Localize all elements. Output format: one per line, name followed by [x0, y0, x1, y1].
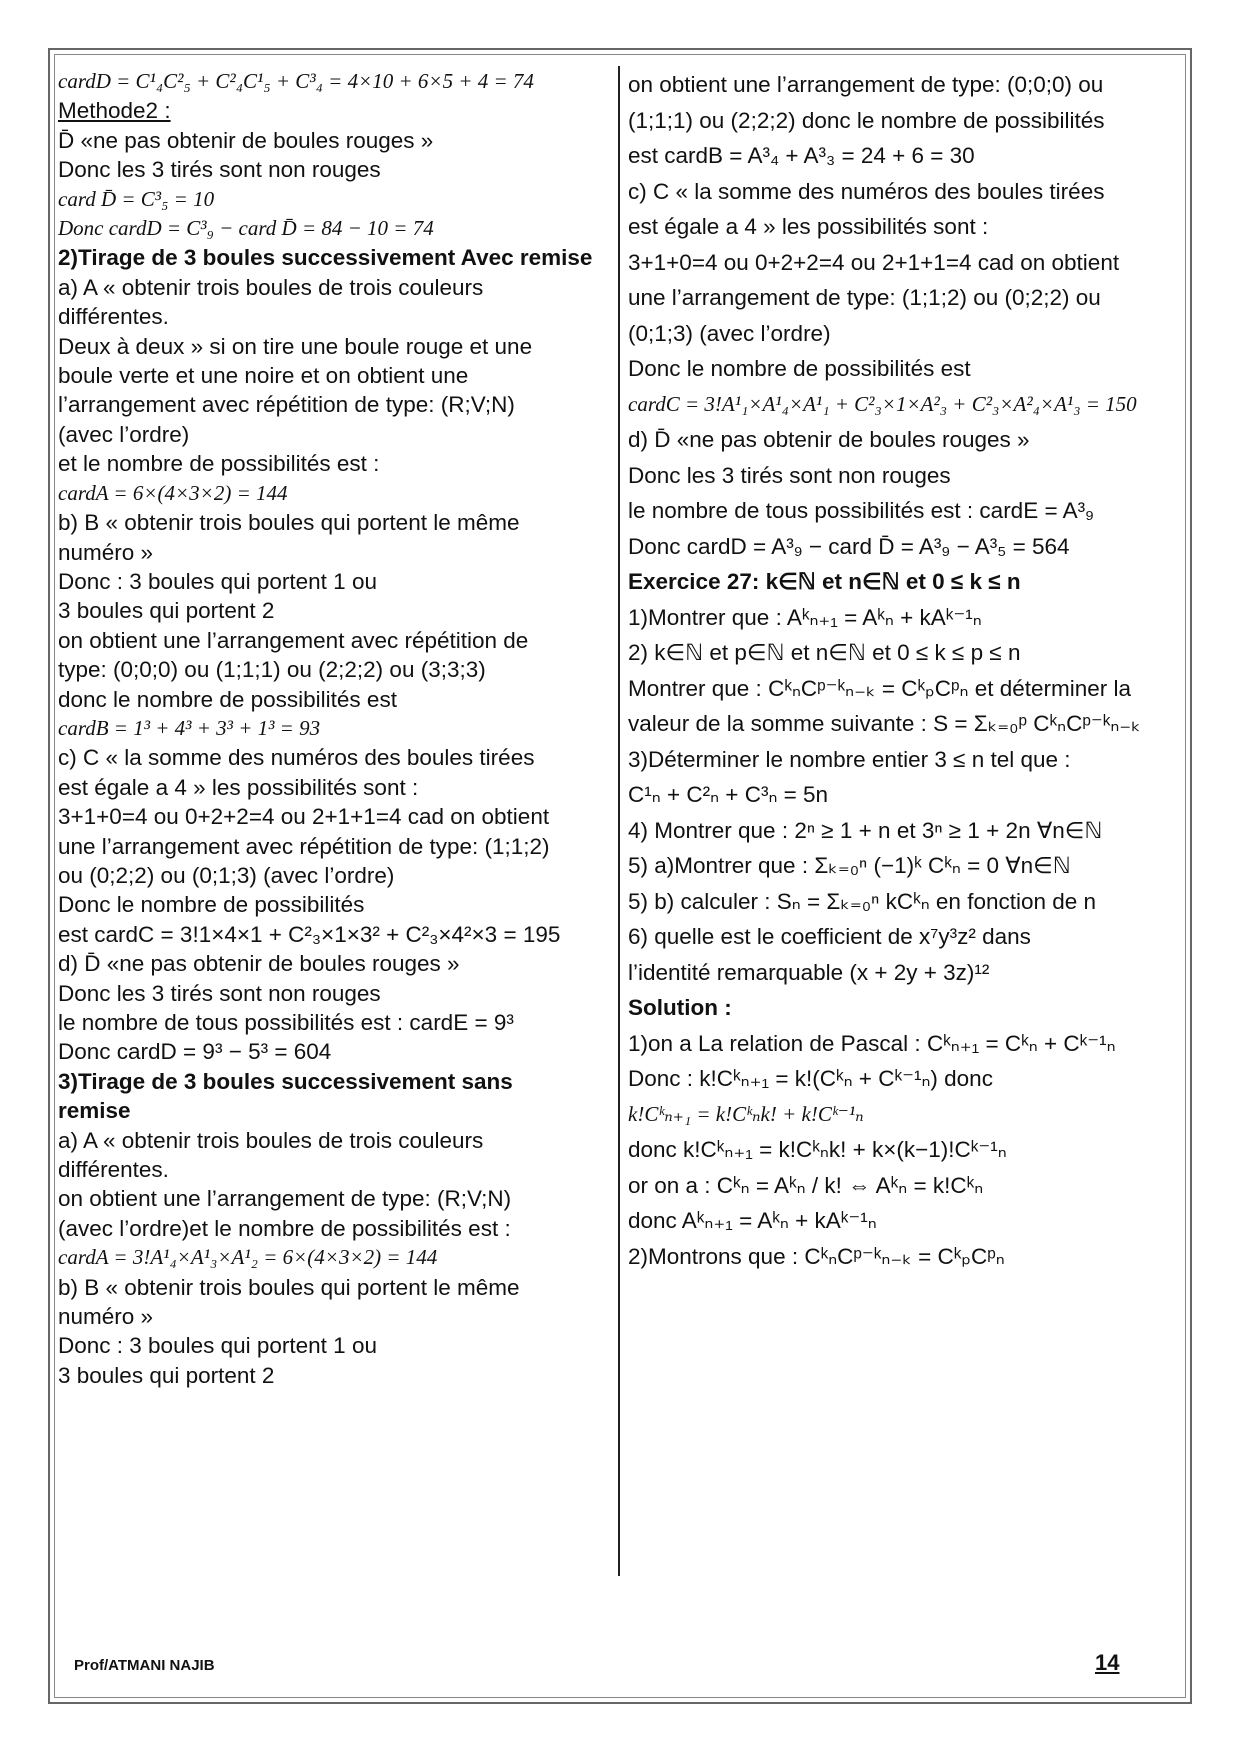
left-line: est cardC = 3!1×4×1 + C²₃×1×3² + C²₃×4²×3 = 195: [58, 921, 561, 947]
right-line: cardC = 3!A¹₁×A¹₄×A¹₁ + C²₃×1×A²₃ + C²₃×A²₄×A¹₃ = 150: [628, 391, 1137, 416]
column-divider: [618, 66, 620, 1576]
left-line: d) D̄ «ne pas obtenir de boules rouges »: [58, 951, 460, 977]
right-line: on obtient une l’arrangement de type: (0;0;0) ou: [628, 72, 1104, 97]
left-line: b) B « obtenir trois boules qui portent le même: [58, 510, 520, 536]
left-line: Deux à deux » si on tire une boule rouge et une: [58, 333, 533, 359]
left-line: donc le nombre de possibilités est: [58, 686, 397, 712]
right-line: 3+1+0=4 ou 0+2+2=4 ou 2+1+1=4 cad on obtient: [628, 249, 1120, 275]
left-line: ou (0;2;2) ou (0;1;3) (avec l’ordre): [58, 862, 395, 888]
right-line: C¹ₙ + C²ₙ + C³ₙ = 5n: [628, 782, 829, 807]
left-line: remise: [58, 1098, 131, 1124]
right-line: 5) b) calculer : Sₙ = Σₖ₌₀ⁿ kCᵏₙ en fonction de n: [628, 888, 1097, 914]
right-line: est égale a 4 » les possibilités sont :: [628, 214, 989, 239]
left-line: a) A « obtenir trois boules de trois couleurs: [58, 274, 484, 300]
left-line: est égale a 4 » les possibilités sont :: [58, 774, 419, 800]
right-line: 3)Déterminer le nombre entier 3 ≤ n tel que :: [628, 746, 1071, 772]
right-line: valeur de la somme suivante : S = Σₖ₌₀ᵖ CᵏₙCᵖ⁻ᵏₙ₋ₖ: [628, 711, 1141, 736]
left-line: (avec l’ordre): [58, 421, 190, 447]
left-line: c) C « la somme des numéros des boules tirées: [58, 745, 535, 771]
left-line: cardA = 6×(4×3×2) = 144: [58, 480, 288, 505]
right-line: donc Aᵏₙ₊₁ = Aᵏₙ + kAᵏ⁻¹ₙ: [628, 1208, 877, 1233]
left-line: a) A « obtenir trois boules de trois couleurs: [58, 1127, 484, 1153]
left-line: numéro »: [58, 1304, 154, 1330]
right-line: Montrer que : CᵏₙCᵖ⁻ᵏₙ₋ₖ = CᵏₚCᵖₙ et déterminer la: [628, 675, 1132, 701]
right-line: donc k!Cᵏₙ₊₁ = k!Cᵏₙk! + k×(k−1)!Cᵏ⁻¹ₙ: [628, 1137, 1007, 1162]
right-line: 1)on a La relation de Pascal : Cᵏₙ₊₁ = Cᵏₙ + Cᵏ⁻¹ₙ: [628, 1030, 1116, 1056]
left-line: Donc le nombre de possibilités: [58, 892, 365, 918]
left-line: numéro »: [58, 539, 154, 565]
left-line: 2)Tirage de 3 boules successivement Avec remise: [58, 245, 593, 271]
right-line: Donc le nombre de possibilités est: [628, 356, 971, 381]
left-line: Donc cardD = 9³ − 5³ = 604: [58, 1039, 332, 1065]
left-line: différentes.: [58, 304, 169, 330]
right-line: d) D̄ «ne pas obtenir de boules rouges »: [628, 427, 1030, 452]
right-line: 4) Montrer que : 2ⁿ ≥ 1 + n et 3ⁿ ≥ 1 + 2n ∀n∈ℕ: [628, 817, 1103, 843]
right-line: 1)Montrer que : Aᵏₙ₊₁ = Aᵏₙ + kAᵏ⁻¹ₙ: [628, 604, 982, 630]
right-line: le nombre de tous possibilités est : cardE = A³₉: [628, 498, 1095, 523]
left-line: une l’arrangement avec répétition de type: (1;1;2): [58, 833, 550, 859]
right-line: 6) quelle est le coefficient de x⁷y³z² dans: [628, 924, 1031, 949]
left-line: on obtient une l’arrangement de type: (R;V;N): [58, 1186, 512, 1212]
left-line: on obtient une l’arrangement avec répétition de: [58, 627, 529, 653]
left-line: Donc cardD = C³₉ − card D̄ = 84 − 10 = 74: [58, 216, 434, 241]
right-line: l’identité remarquable (x + 2y + 3z)¹²: [628, 959, 990, 985]
left-line: b) B « obtenir trois boules qui portent le même: [58, 1274, 520, 1300]
left-line: D̄ «ne pas obtenir de boules rouges »: [58, 127, 434, 153]
left-line: 3)Tirage de 3 boules successivement sans: [58, 1068, 513, 1094]
left-line: 3+1+0=4 ou 0+2+2=4 ou 2+1+1=4 cad on obtient: [58, 804, 550, 830]
left-line: card D̄ = C³₅ = 10: [58, 186, 215, 211]
right-line: Donc : k!Cᵏₙ₊₁ = k!(Cᵏₙ + Cᵏ⁻¹ₙ) donc: [628, 1066, 993, 1091]
left-line: l’arrangement avec répétition de type: (R;V;N): [58, 392, 515, 418]
author-footer: Prof/ATMANI NAJIB: [74, 1657, 215, 1674]
left-line: Donc les 3 tirés sont non rouges: [58, 157, 381, 183]
left-line: 3 boules qui portent 2: [58, 598, 275, 624]
left-line: type: (0;0;0) ou (1;1;1) ou (2;2;2) ou (3;3;3): [58, 657, 486, 683]
right-line: Donc cardD = A³₉ − card D̄ = A³₉ − A³₅ = 564: [628, 533, 1070, 559]
right-line: Exercice 27: k∈ℕ et n∈ℕ et 0 ≤ k ≤ n: [628, 569, 1021, 594]
right-line: 2) k∈ℕ et p∈ℕ et n∈ℕ et 0 ≤ k ≤ p ≤ n: [628, 640, 1021, 665]
right-line: k!Cᵏₙ₊₁ = k!Cᵏₙk! + k!Cᵏ⁻¹ₙ: [628, 1101, 864, 1126]
left-line: Methode2 :: [58, 98, 171, 124]
left-line: cardA = 3!A¹₄×A¹₃×A¹₂ = 6×(4×3×2) = 144: [58, 1245, 438, 1270]
left-line: cardB = 1³ + 4³ + 3³ + 1³ = 93: [58, 715, 321, 740]
right-line: (0;1;3) (avec l’ordre): [628, 320, 831, 346]
right-line: une l’arrangement de type: (1;1;2) ou (0;2;2) ou: [628, 285, 1101, 310]
left-line: et le nombre de possibilités est :: [58, 451, 380, 477]
left-column: [58, 68, 608, 1391]
right-line: (1;1;1) ou (2;2;2) donc le nombre de possibilités: [628, 107, 1105, 133]
page-number: 14: [1095, 1650, 1120, 1675]
right-line: Donc les 3 tirés sont non rouges: [628, 462, 951, 488]
left-line: Donc les 3 tirés sont non rouges: [58, 980, 381, 1006]
right-column: [628, 68, 1183, 1275]
left-line: boule verte et une noire et on obtient une: [58, 363, 469, 389]
right-line: 2)Montrons que : CᵏₙCᵖ⁻ᵏₙ₋ₖ = CᵏₚCᵖₙ: [628, 1243, 1005, 1269]
left-line: différentes.: [58, 1157, 169, 1183]
right-line: est cardB = A³₄ + A³₃ = 24 + 6 = 30: [628, 143, 975, 168]
left-line: cardD = C¹₄C²₅ + C²₄C¹₅ + C³₄ = 4×10 + 6×5 + 4 = 74: [58, 69, 534, 93]
left-line: (avec l’ordre)et le nombre de possibilités est :: [58, 1215, 511, 1241]
right-line: Solution :: [628, 995, 732, 1020]
right-line: 5) a)Montrer que : Σₖ₌₀ⁿ (−1)ᵏ Cᵏₙ = 0 ∀n∈ℕ: [628, 853, 1071, 878]
left-line: 3 boules qui portent 2: [58, 1362, 275, 1388]
right-line: or on a : Cᵏₙ = Aᵏₙ / k! ⇔ Aᵏₙ = k!Cᵏₙ: [628, 1172, 984, 1198]
left-line: le nombre de tous possibilités est : cardE = 9³: [58, 1010, 514, 1035]
left-line: Donc : 3 boules qui portent 1 ou: [58, 1333, 377, 1359]
right-line: c) C « la somme des numéros des boules tirées: [628, 178, 1105, 204]
left-line: Donc : 3 boules qui portent 1 ou: [58, 568, 377, 594]
